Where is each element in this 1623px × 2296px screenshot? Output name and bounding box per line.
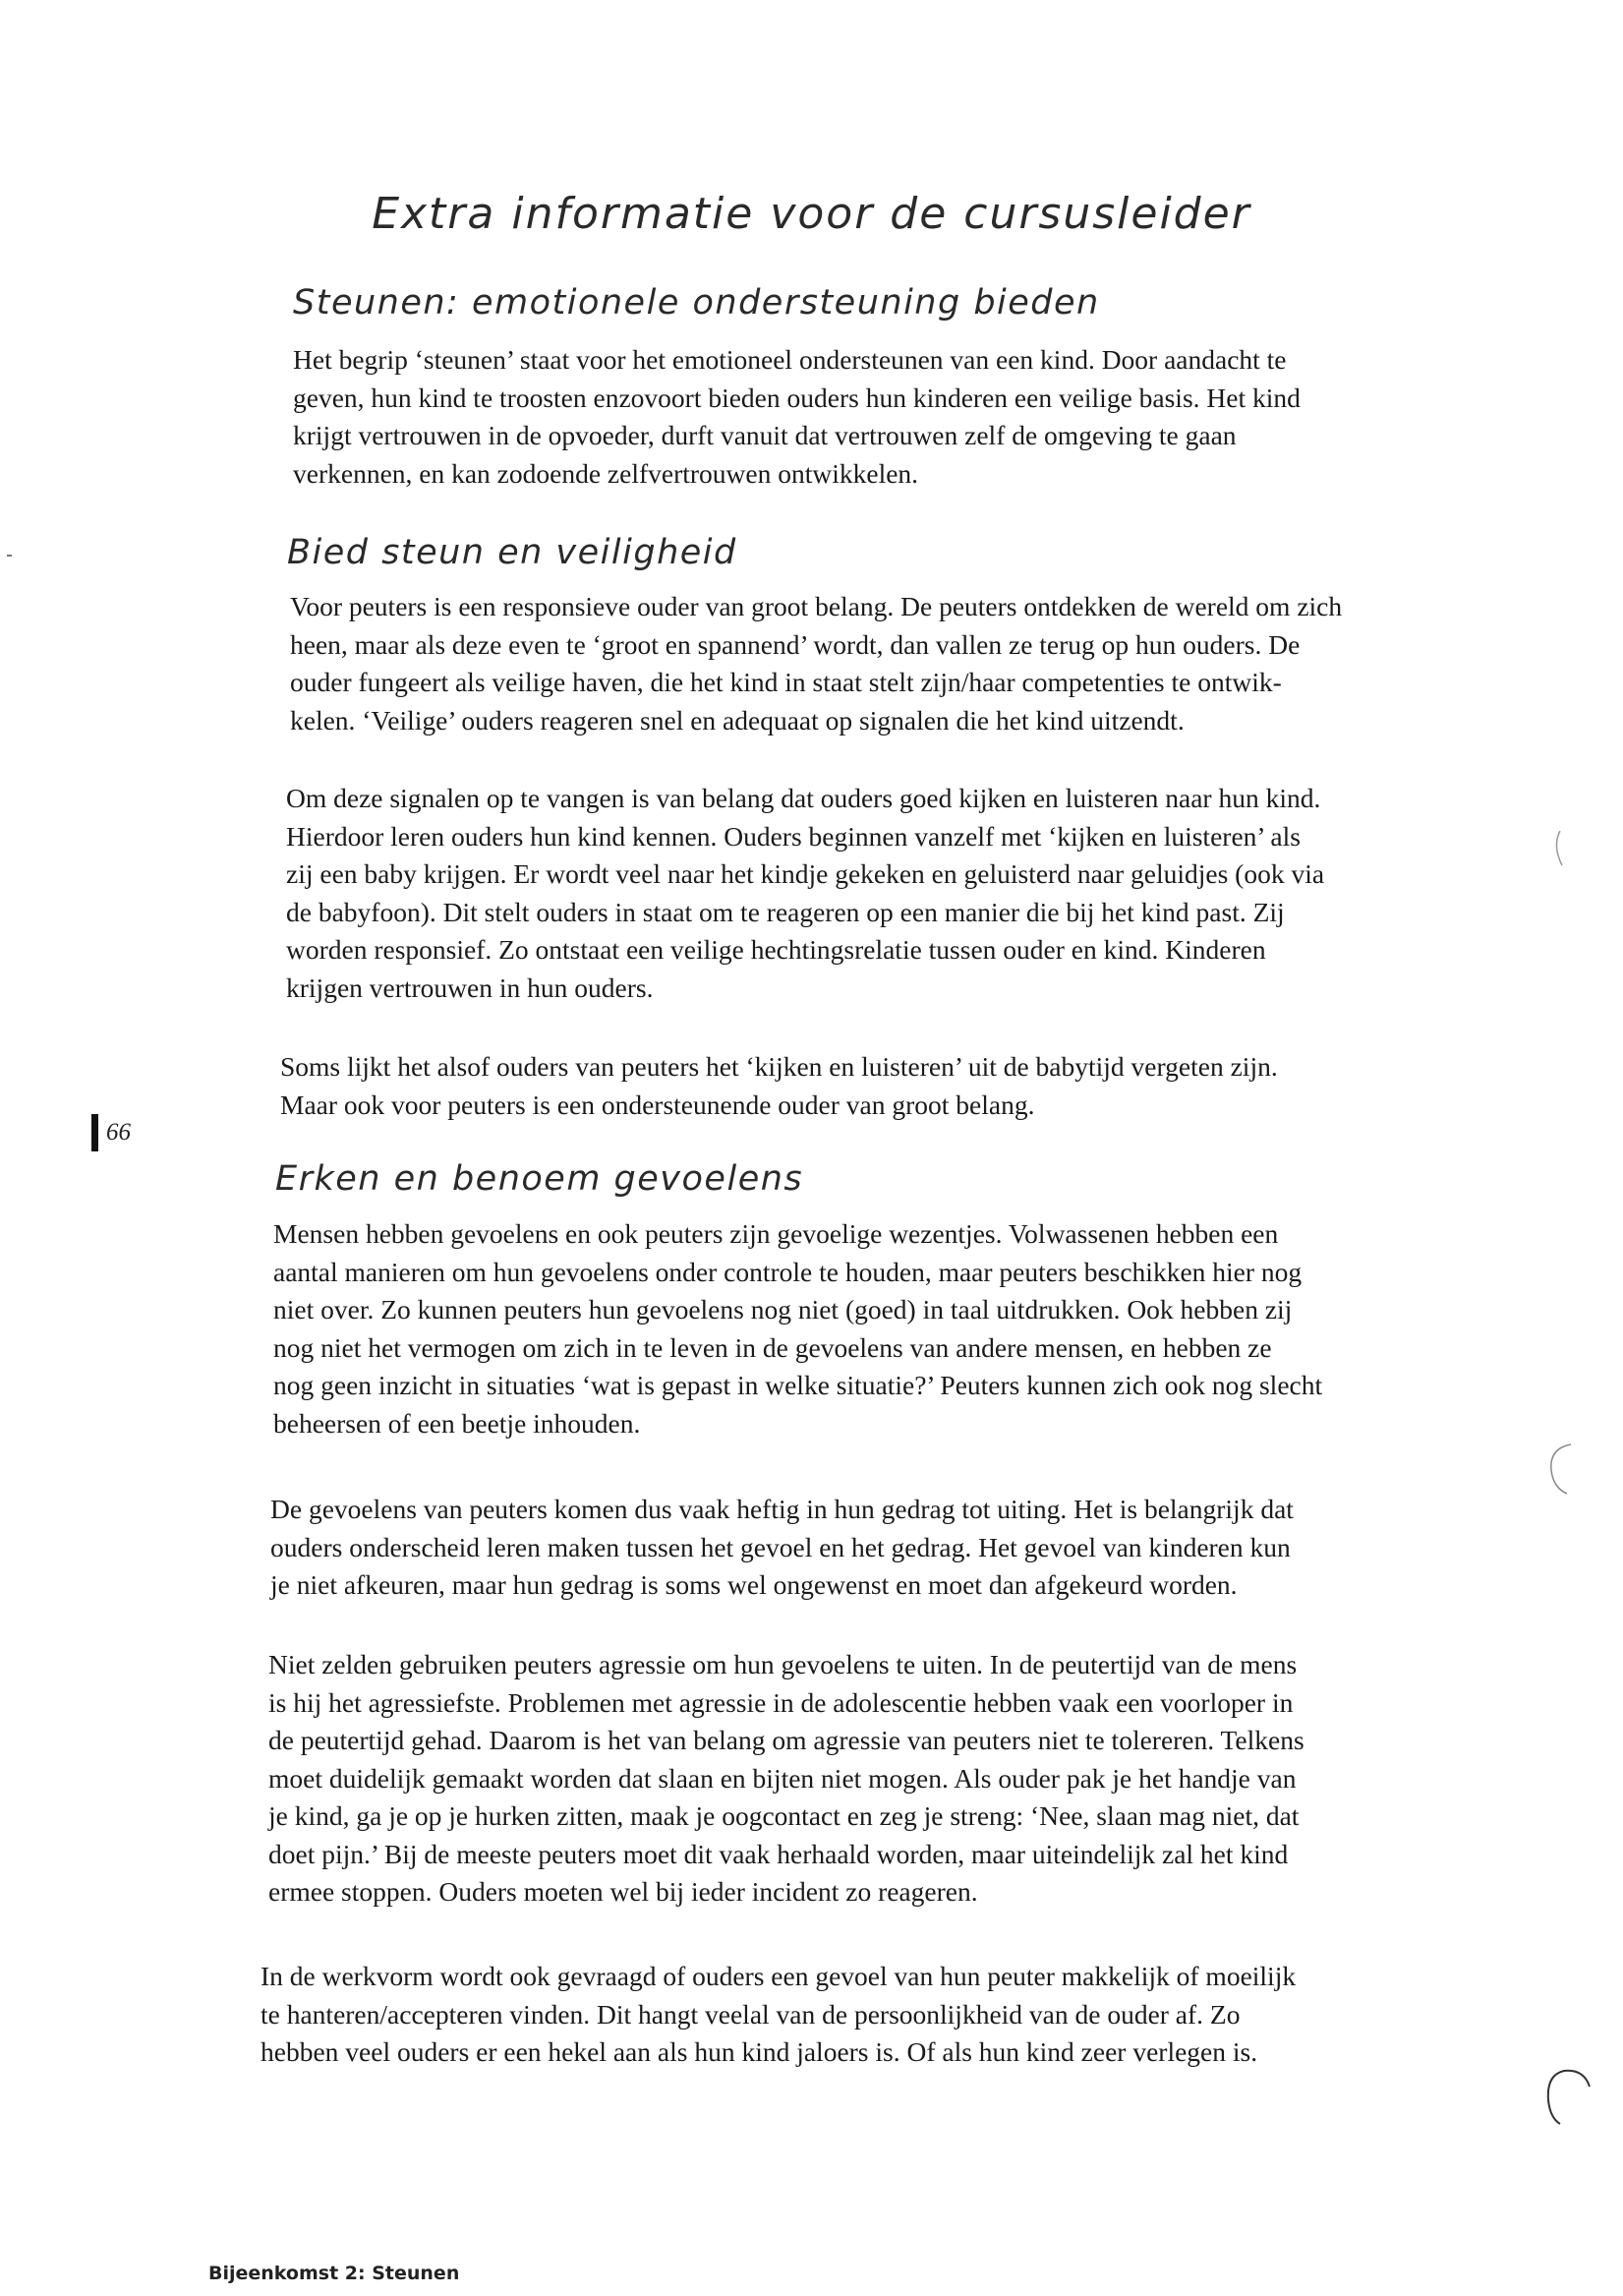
- text-line: Mensen hebben gevoelens en ook peuters zijn gevoelige wezentjes. Volwassenen hebben een: [273, 1218, 1279, 1249]
- punch-hole-mark: [1548, 826, 1578, 875]
- text-line: krijgen vertrouwen in hun ouders.: [286, 971, 654, 1003]
- text-line: Om deze signalen op te vangen is van belang dat ouders goed kijken en luisteren naar hun kind.: [286, 783, 1321, 813]
- text-line: is hij het agressiefste. Problemen met agressie in de adolescentie hebben vaak een voorloper in: [268, 1686, 1294, 1718]
- text-line: De gevoelens van peuters komen dus vaak heftig in hun gedrag tot uiting. Het is belangrijk dat: [270, 1494, 1294, 1524]
- page-number: 66: [106, 1119, 131, 1146]
- punch-hole-mark: [1543, 1441, 1583, 1500]
- text-line: Soms lijkt het alsof ouders van peuters het ‘kijken en luisteren’ uit de babytijd vergeten zijn.: [280, 1051, 1278, 1082]
- text-line: de peutertijd gehad. Daarom is het van belang om agressie van peuters niet te tolereren. Telkens: [268, 1725, 1304, 1755]
- text-line: Maar ook voor peuters is een ondersteunende ouder van groot belang.: [280, 1089, 1035, 1120]
- paragraph: [293, 341, 1301, 493]
- paragraph: [270, 1491, 1294, 1605]
- paragraph: [268, 1646, 1304, 1912]
- scan-speck: [5, 551, 15, 560]
- text-line: doet pijn.’ Bij de meeste peuters moet dit vaak herhaald worden, maar uiteindelijk zal het kind: [268, 1838, 1289, 1869]
- section-heading-bied-steun: Bied steun en veiligheid: [287, 533, 737, 572]
- text-line: Hierdoor leren ouders hun kind kennen. Ouders beginnen vanzelf met ‘kijken en luisteren’ als: [286, 820, 1301, 852]
- section-heading-steunen: Steunen: emotionele ondersteuning bieden: [293, 283, 1100, 323]
- text-line: kelen. ‘Veilige’ ouders reageren snel en adequaat op signalen die het kind uitzendt.: [290, 704, 1185, 736]
- text-line: zij een baby krijgen. Er wordt veel naar het kindje gekeken en geluisterd naar geluidjes (ook via: [286, 858, 1325, 889]
- text-line: In de werkvorm wordt ook gevraagd of ouders een gevoel van hun peuter makkelijk of moeilijk: [261, 1961, 1297, 1991]
- text-line: je kind, ga je op je hurken zitten, maak je oogcontact en zeg je streng: ‘Nee, slaan mag niet, dat: [268, 1800, 1300, 1831]
- page-number-marker: [91, 1113, 131, 1152]
- margin-bar: [91, 1114, 98, 1151]
- text-line: worden responsief. Zo ontstaat een veilige hechtingsrelatie tussen ouder en kind. Kinderen: [286, 934, 1266, 965]
- paragraph: [290, 588, 1342, 739]
- text-line: hebben veel ouders er een hekel aan als hun kind jaloers is. Of als hun kind zeer verlegen is.: [261, 2036, 1258, 2067]
- text-line: Voor peuters is een responsieve ouder van groot belang. De peuters ontdekken de wereld om zich: [290, 591, 1343, 621]
- text-line: te hanteren/accepteren vinden. Dit hangt veelal van de persoonlijkheid van de ouder af. Zo: [261, 1998, 1241, 2030]
- text-line: de babyfoon). Dit stelt ouders in staat om te reageren op een manier die bij het kind past. Zij: [286, 896, 1285, 927]
- text-line: nog niet het vermogen om zich in te leven in de gevoelens van andere mensen, en hebben ze: [273, 1331, 1272, 1363]
- page-title: Extra informatie voor de cursusleider: [372, 189, 1251, 239]
- paragraph: [273, 1215, 1322, 1442]
- text-line: ouders onderscheid leren maken tussen het gevoel en het gedrag. Het gevoel van kinderen kun: [270, 1531, 1291, 1562]
- text-line: heen, maar als deze even te ‘groot en spannend’ wordt, dan vallen ze terug op hun ouders. De: [290, 628, 1301, 660]
- text-line: verkennen, en kan zodoende zelfvertrouwen ontwikkelen.: [293, 457, 919, 489]
- text-line: geven, hun kind te troosten enzovoort bieden ouders hun kinderen een veilige basis. Het kind: [293, 382, 1301, 413]
- text-line: je niet afkeuren, maar hun gedrag is soms wel ongewenst en moet dan afgekeurd worden.: [270, 1569, 1238, 1600]
- text-line: nog geen inzicht in situaties ‘wat is gepast in welke situatie?’ Peuters kunnen zich ook nog slecht: [273, 1370, 1323, 1400]
- paragraph: [286, 780, 1324, 1007]
- punch-hole-mark: [1538, 2063, 1597, 2132]
- page-footer: Bijeenkomst 2: Steunen: [208, 2263, 460, 2284]
- text-line: Niet zelden gebruiken peuters agressie om hun gevoelens te uiten. In de peutertijd van de mens: [268, 1649, 1298, 1679]
- paragraph: [280, 1048, 1278, 1124]
- text-line: beheersen of een beetje inhouden.: [273, 1407, 641, 1439]
- text-line: ermee stoppen. Ouders moeten wel bij ieder incident zo reageren.: [268, 1876, 978, 1907]
- text-line: Het begrip ‘steunen’ staat voor het emotioneel ondersteunen van een kind. Door aandacht te: [293, 344, 1287, 375]
- text-line: niet over. Zo kunnen peuters hun gevoelens nog niet (goed) in taal uitdrukken. Ook hebben zij: [273, 1294, 1293, 1325]
- text-line: ouder fungeert als veilige haven, die het kind in staat stelt zijn/haar competenties te ontwik-: [290, 667, 1282, 697]
- section-heading-erken-en-benoem: Erken en benoem gevoelens: [275, 1159, 804, 1199]
- paragraph: [261, 1958, 1296, 2072]
- text-line: aantal manieren om hun gevoelens onder controle te houden, maar peuters beschikken hier nog: [273, 1256, 1303, 1287]
- text-line: moet duidelijk gemaakt worden dat slaan en bijten niet mogen. Als ouder pak je het handje van: [268, 1762, 1297, 1794]
- text-line: krijgt vertrouwen in de opvoeder, durft vanuit dat vertrouwen zelf de omgeving te gaan: [293, 420, 1237, 450]
